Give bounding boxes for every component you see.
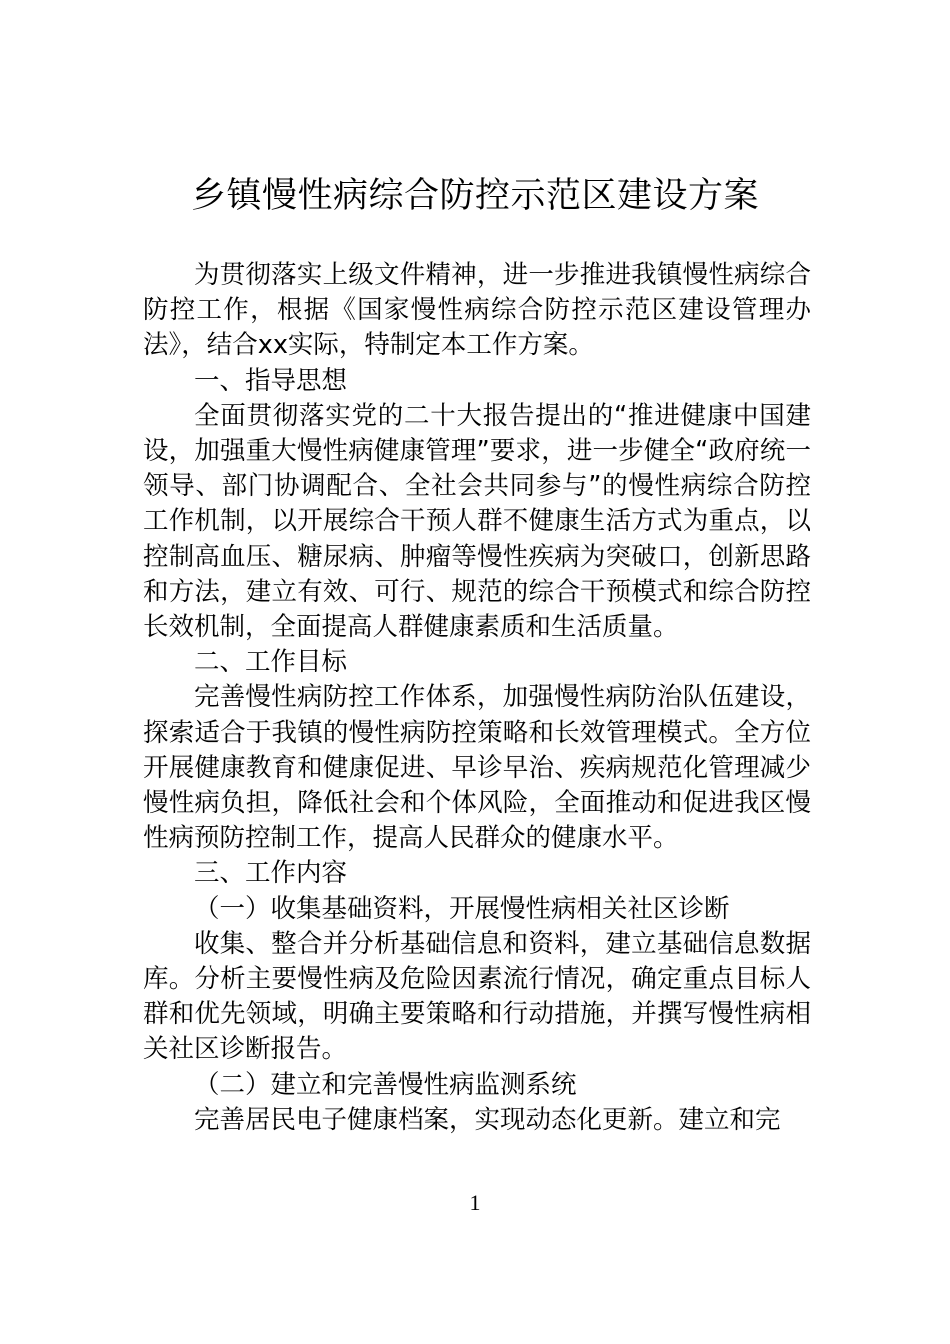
subsection-heading-1: （一）收集基础资料，开展慢性病相关社区诊断	[194, 893, 730, 924]
subsection-1-paragraph: 收集、整合并分析基础信息和资料，建立基础信息数据库。分析主要慢性病及危险因素流行情况，确定重点目标人群和优先领域，明确主要策略和行动措施，并撰写慢性病相关社区诊断报告。	[143, 928, 811, 1065]
page-number: 1	[469, 1190, 481, 1215]
intro-paragraph: 为贯彻落实上级文件精神，进一步推进我镇慢性病综合防控工作，根据《国家慢性病综合防控示范区建设管理办法》，结合xx实际，特制定本工作方案。	[143, 260, 811, 361]
subsection-2-paragraph: 完善居民电子健康档案，实现动态化更新。建立和完	[194, 1104, 781, 1135]
guiding-ideology-paragraph: 全面贯彻落实党的二十大报告提出的“推进健康中国建设，加强重大慢性病健康管理”要求，进一步健全“政府统一领导、部门协调配合、全社会共同参与”的慢性病综合防控工作机制，以开展综合干预人群不健康生活方式为重点，以控制高血压、糖尿病、肿瘤等慢性疾病为突破口，创新思路和方法，建立有效、可行、规范的综合干预模式和综合防控长效机制，全面提高人群健康素质和生活质量。	[143, 400, 811, 643]
subsection-heading-2: （二）建立和完善慢性病监测系统	[194, 1069, 577, 1100]
document-title: 乡镇慢性病综合防控示范区建设方案	[190, 176, 759, 216]
work-goals-paragraph: 完善慢性病防控工作体系，加强慢性病防治队伍建设，探索适合于我镇的慢性病防控策略和长效管理模式。全方位开展健康教育和健康促进、早诊早治、疾病规范化管理减少慢性病负担，降低社会和个体风险，全面推动和促进我区慢性病预防控制工作，提高人民群众的健康水平。	[143, 682, 811, 854]
section-heading-work-goals: 二、工作目标	[194, 647, 348, 678]
section-heading-guiding-ideology: 一、指导思想	[194, 365, 348, 396]
section-heading-work-content: 三、工作内容	[194, 858, 348, 889]
document-body	[143, 258, 811, 1138]
